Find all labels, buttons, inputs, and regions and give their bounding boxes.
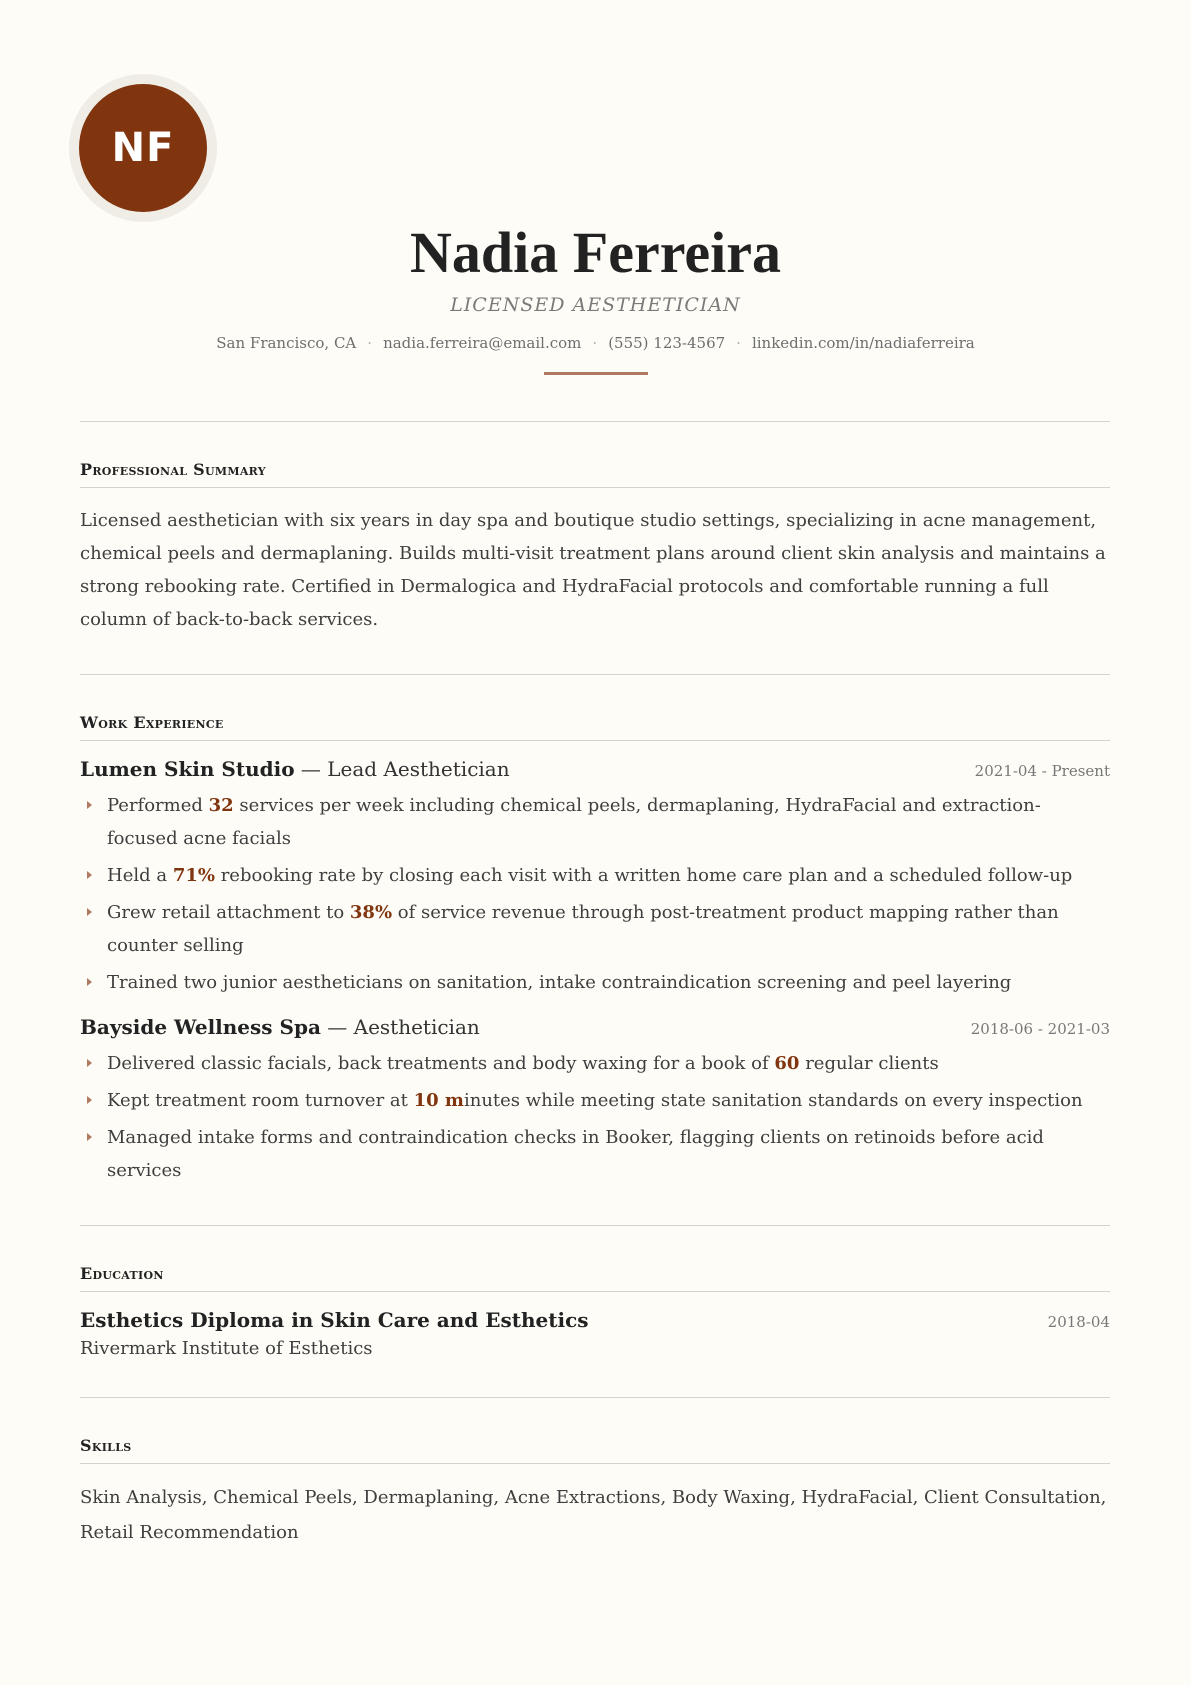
job-entry xyxy=(80,757,1110,999)
bullet-marker-icon xyxy=(87,908,92,916)
bullet-item xyxy=(80,859,1110,892)
education-section xyxy=(80,1226,1110,1359)
bullet-text: Managed intake forms and contraindication checks in Booker, flagging clients on retinoids before acid services xyxy=(107,1127,1044,1181)
section-title-summary: Professional Summary xyxy=(80,460,1110,488)
bullet-highlight: 38% xyxy=(349,902,393,923)
company-name: Lumen Skin Studio xyxy=(80,757,295,781)
header-accent-line xyxy=(544,372,648,375)
bullet-item xyxy=(80,1121,1110,1187)
skills-section xyxy=(80,1398,1110,1550)
bullet-marker-icon xyxy=(87,801,92,809)
contact-phone[interactable]: (555) 123-4567 xyxy=(608,334,726,352)
resume-header xyxy=(0,218,1191,375)
bullet-item xyxy=(80,896,1110,962)
bullet-marker-icon xyxy=(87,978,92,986)
candidate-name: Nadia Ferreira xyxy=(410,220,781,285)
job-role: — Lead Aesthetician xyxy=(294,757,510,781)
degree-name: Esthetics Diploma in Skin Care and Esthetics xyxy=(80,1308,589,1332)
job-header xyxy=(80,1015,1110,1039)
job-bullets xyxy=(80,789,1110,999)
school-name: Rivermark Institute of Esthetics xyxy=(80,1338,373,1359)
job-dates: 2018-06 - 2021-03 xyxy=(970,1020,1110,1038)
bullet-text: Trained two junior aestheticians on sanitation, intake contraindication screening and peel layering xyxy=(107,972,1012,993)
bullet-text: Kept treatment room turnover at xyxy=(107,1090,414,1111)
experience-section xyxy=(80,675,1110,1187)
bullet-text: rebooking rate by closing each visit with a written home care plan and a scheduled follow-up xyxy=(214,865,1073,886)
section-title-skills: Skills xyxy=(80,1436,1110,1464)
section-title-education: Education xyxy=(80,1264,1110,1292)
bullet-item xyxy=(80,789,1110,855)
summary-text: Licensed aesthetician with six years in day spa and boutique studio settings, specializing in acne management, chemical peels and dermaplaning. Builds multi-visit treatment plans around client skin analysis and maintains a strong rebooking rate. Certified in Dermalogica and HydraFacial protocols and comfortable running a full column of back-to-back services. xyxy=(80,510,1106,630)
bullet-text: services per week including chemical peels, dermaplaning, HydraFacial and extraction-focused acne facials xyxy=(107,795,1041,849)
job-entry xyxy=(80,1015,1110,1187)
bullet-text: of service revenue through post-treatment product mapping rather than counter selling xyxy=(107,902,1059,956)
separator-dot: · xyxy=(367,334,373,352)
bullet-marker-icon xyxy=(87,871,92,879)
job-bullets xyxy=(80,1047,1110,1187)
bullet-highlight: 60 xyxy=(774,1053,800,1074)
education-header xyxy=(80,1308,1110,1332)
company-name: Bayside Wellness Spa xyxy=(80,1015,321,1039)
job-role: — Aesthetician xyxy=(320,1015,480,1039)
bullet-highlight: 71% xyxy=(172,865,215,886)
education-date: 2018-04 xyxy=(1047,1313,1110,1331)
contact-line xyxy=(0,334,1191,352)
separator-dot: · xyxy=(592,334,598,352)
bullet-text: Grew retail attachment to xyxy=(107,902,350,923)
bullet-highlight: 10 m xyxy=(413,1090,464,1111)
bullet-marker-icon xyxy=(87,1133,92,1141)
avatar xyxy=(69,74,217,222)
job-title: LICENSED AESTHETICIAN xyxy=(450,294,741,316)
contact-email[interactable]: nadia.ferreira@email.com xyxy=(383,334,582,352)
contact-linkedin[interactable]: linkedin.com/in/nadiaferreira xyxy=(751,334,975,352)
bullet-highlight: 32 xyxy=(208,795,234,816)
bullet-text: inutes while meeting state sanitation standards on every inspection xyxy=(463,1090,1083,1111)
bullet-item xyxy=(80,1047,1110,1080)
bullet-text: Held a xyxy=(107,865,173,886)
bullet-marker-icon xyxy=(87,1059,92,1067)
bullet-marker-icon xyxy=(87,1096,92,1104)
bullet-text: Delivered classic facials, back treatments and body waxing for a book of xyxy=(107,1053,775,1074)
contact-location: San Francisco, CA xyxy=(216,334,357,352)
bullet-item xyxy=(80,966,1110,999)
bullet-text: Performed xyxy=(107,795,209,816)
skills-text: Skin Analysis, Chemical Peels, Dermaplaning, Acne Extractions, Body Waxing, HydraFacial, Client Consultation, Retail Recommendation xyxy=(80,1487,1107,1543)
job-dates: 2021-04 - Present xyxy=(974,762,1110,780)
job-header xyxy=(80,757,1110,781)
resume-body xyxy=(80,421,1110,1550)
bullet-item xyxy=(80,1084,1110,1117)
avatar-initials: NF xyxy=(79,84,207,212)
separator-dot: · xyxy=(736,334,741,352)
summary-section xyxy=(80,422,1110,636)
bullet-text: regular clients xyxy=(799,1053,939,1074)
section-title-experience: Work Experience xyxy=(80,713,1110,741)
